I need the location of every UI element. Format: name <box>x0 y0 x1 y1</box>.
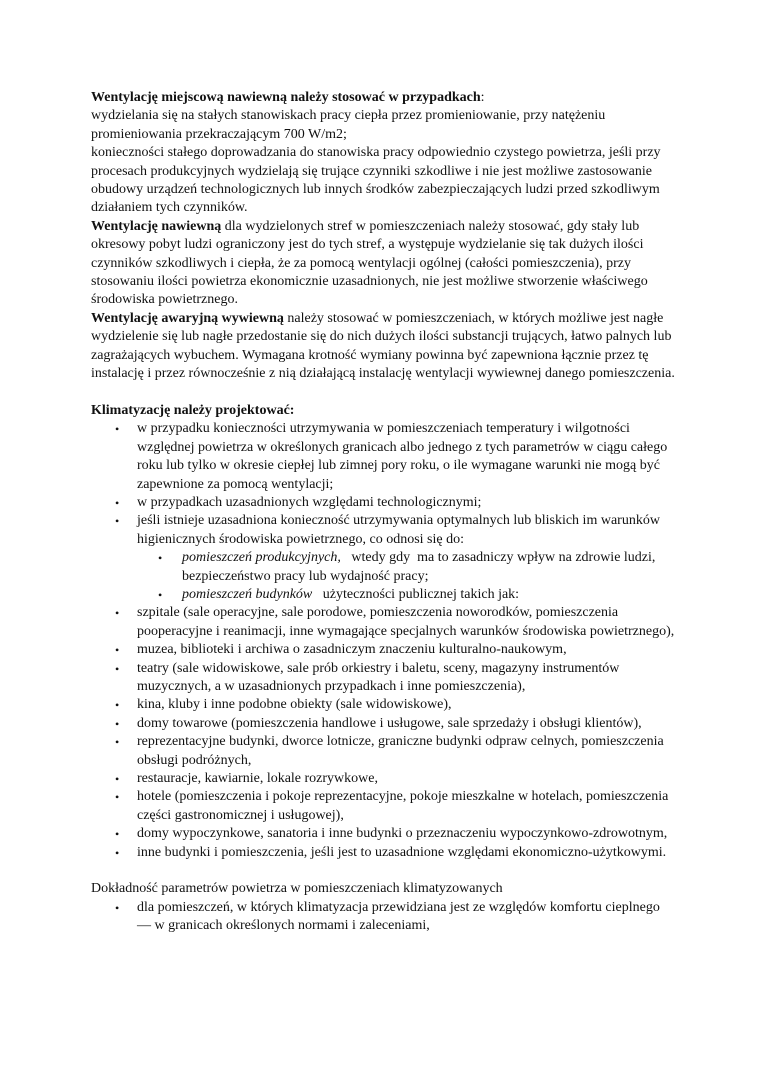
list-item <box>91 696 677 714</box>
bullet-icon: • <box>158 551 163 566</box>
bullet-icon: • <box>115 514 120 529</box>
bold-lead: Wentylację miejscową nawiewną należy stosować w przypadkach <box>91 90 481 105</box>
list-item <box>91 660 677 697</box>
bullet-icon: • <box>115 495 120 510</box>
list-item-text: w przypadku konieczności utrzymywania w pomieszczeniach temperatury i wilgotności względnej powietrza w określonych granicach albo jednego z tych parametrów w ciągu całego roku lub tylko w okresie ciepłej lub zimnej pory roku, o ile wymagane warunki nie mogą być zapewnione za pomocą wentylacji; <box>137 421 668 492</box>
section-heading-dokladnosc: Dokładność parametrów powietrza w pomieszczeniach klimatyzowanych <box>91 881 503 897</box>
klimatyzacja-sublist <box>91 549 677 604</box>
list-item-text: szpitale (sale operacyjne, sale porodowe, pomieszczenia noworodków, pomieszczenia pooperacyjne i reanimacji, inne wymagające specjalnych warunków środowiska powietrznego), <box>137 605 675 639</box>
list-item <box>91 715 677 733</box>
list-item <box>91 641 677 659</box>
sublist-item <box>91 586 677 604</box>
klimatyzacja-list <box>91 420 677 549</box>
sublist-item-italic: pomieszczeń produkcyjnych, <box>182 550 341 566</box>
heading-text: Klimatyzację należy projektować: <box>91 402 295 418</box>
paragraph-powietrze: konieczności stałego doprowadzania do stanowiska pracy odpowiednio czystego powietrza, jeśli przy procesach produkcyjnych wydzielają się trujące czynniki szkodliwe i nie jest możliwe zastosowanie obudowy urządzeń technologicznych lub innych środków zabezpieczających ludzi przed szkodliwym działaniem tych czynników. <box>91 145 661 216</box>
document-body <box>91 89 677 936</box>
bullet-icon: • <box>115 772 120 787</box>
list-item <box>91 494 677 512</box>
list-item-text: inne budynki i pomieszczenia, jeśli jest to uzasadnione względami ekonomiczno-użytkowymi. <box>137 844 667 860</box>
sublist-item-text: użyteczności publicznej takich jak: <box>312 586 520 602</box>
list-item <box>91 899 677 936</box>
list-item <box>91 733 677 770</box>
dokladnosc-list <box>91 899 677 936</box>
paragraph-wentylacja-miejscowa <box>91 89 677 107</box>
list-item-text: w przypadkach uzasadnionych względami technologicznymi; <box>137 494 482 510</box>
bullet-icon: • <box>115 698 120 713</box>
list-item <box>91 512 677 549</box>
list-item <box>91 420 677 494</box>
list-item-text: restauracje, kawiarnie, lokale rozrywkowe, <box>137 771 378 787</box>
paragraph-text: dla wydzielonych stref w pomieszczeniach należy stosować, gdy stały lub okresowy pobyt ludzi ograniczony jest do tych stref, a występuje wydzielanie się tak dużych ilości czynników szkodliwych i ciepła, że za pomocą wentylacji ogólnej (całości pomieszczenia), przy stosowaniu ilości powietrza ekonomicznie uzasadnionych, nie jest możliwe stworzenie właściwego środowiska powietrznego. <box>91 218 648 308</box>
bullet-icon: • <box>115 661 120 676</box>
sublist-item-italic: pomieszczeń budynków <box>182 586 313 602</box>
list-item-text: dla pomieszczeń, w których klimatyzacja przewidziana jest ze względów komfortu cieplnego — w granicach określonych normami i zaleceniami, <box>137 899 660 934</box>
list-item <box>91 788 677 825</box>
bullet-icon: • <box>115 790 120 805</box>
list-item <box>91 844 677 862</box>
list-item <box>91 825 677 843</box>
bullet-icon: • <box>115 735 120 750</box>
klimatyzacja-buildings-list <box>91 604 677 862</box>
paragraph-promieniowanie: wydzielania się na stałych stanowiskach pracy ciepła przez promieniowanie, przy natężeniu promieniowania przekraczającym 700 W/m2; <box>91 108 606 142</box>
bold-lead: Wentylację nawiewną <box>91 218 222 234</box>
list-item-text: domy towarowe (pomieszczenia handlowe i usługowe, sale sprzedaży i obsługi klientów), <box>137 715 642 731</box>
sublist-item-text: wtedy gdy ma to zasadniczy wpływ na zdrowie ludzi, bezpieczeństwo pracy lub wydajność pracy; <box>182 550 659 584</box>
bullet-icon: • <box>115 606 120 621</box>
list-item-text: muzea, biblioteki i archiwa o zasadniczym znaczeniu kulturalno-naukowym, <box>137 642 567 658</box>
bold-lead: Wentylację awaryjną wywiewną <box>91 310 284 326</box>
paragraph-wentylacja-nawiewna <box>91 218 677 310</box>
paragraph-text: należy stosować w pomieszczeniach, w których możliwe jest nagłe wydzielenie się lub nagłe przedostanie się do nich dużych ilości substancji trujących, łatwo palnych lub zagrażających wybuchem. Wymagana krotność wymiany powinna być zapewniona łącznie przez tę instalację i przez równocześnie z nią działającą instalację wentylacji wywiewnej danego pomieszczenia. <box>91 310 675 382</box>
list-item-text: kina, kluby i inne podobne obiekty (sale widowiskowe), <box>137 697 452 713</box>
bullet-icon: • <box>115 827 120 842</box>
list-item-text: jeśli istnieje uzasadniona konieczność utrzymywania optymalnych lub bliskich im warunków higienicznych środowiska powietrznego, co odnosi się do: <box>137 513 660 547</box>
list-item-text: teatry (sale widowiskowe, sale prób orkiestry i baletu, sceny, magazyny instrumentów muzycznych, a w uzasadnionych przypadkach i inne pomieszczenia), <box>137 660 620 694</box>
sublist-item <box>91 549 677 586</box>
bullet-icon: • <box>115 900 120 915</box>
bullet-icon: • <box>115 716 120 731</box>
paragraph-wentylacja-awaryjna <box>91 310 677 384</box>
bullet-icon: • <box>115 422 120 437</box>
list-item <box>91 770 677 788</box>
bullet-icon: • <box>158 587 163 602</box>
bullet-icon: • <box>115 845 120 860</box>
paragraph-text: : <box>480 90 485 105</box>
list-item-text: domy wypoczynkowe, sanatoria i inne budynki o przeznaczeniu wypoczynkowo-zdrowotnym, <box>137 826 668 842</box>
bullet-icon: • <box>115 643 120 658</box>
list-item-text: hotele (pomieszczenia i pokoje reprezentacyjne, pokoje mieszkalne w hotelach, pomieszczenia części gastronomicznej i usługowej), <box>137 789 669 823</box>
list-item-text: reprezentacyjne budynki, dworce lotnicze, graniczne budynki odpraw celnych, pomieszczenia obsługi podróżnych, <box>137 734 664 768</box>
list-item <box>91 604 677 641</box>
section-heading-klimatyzacja <box>91 402 677 420</box>
